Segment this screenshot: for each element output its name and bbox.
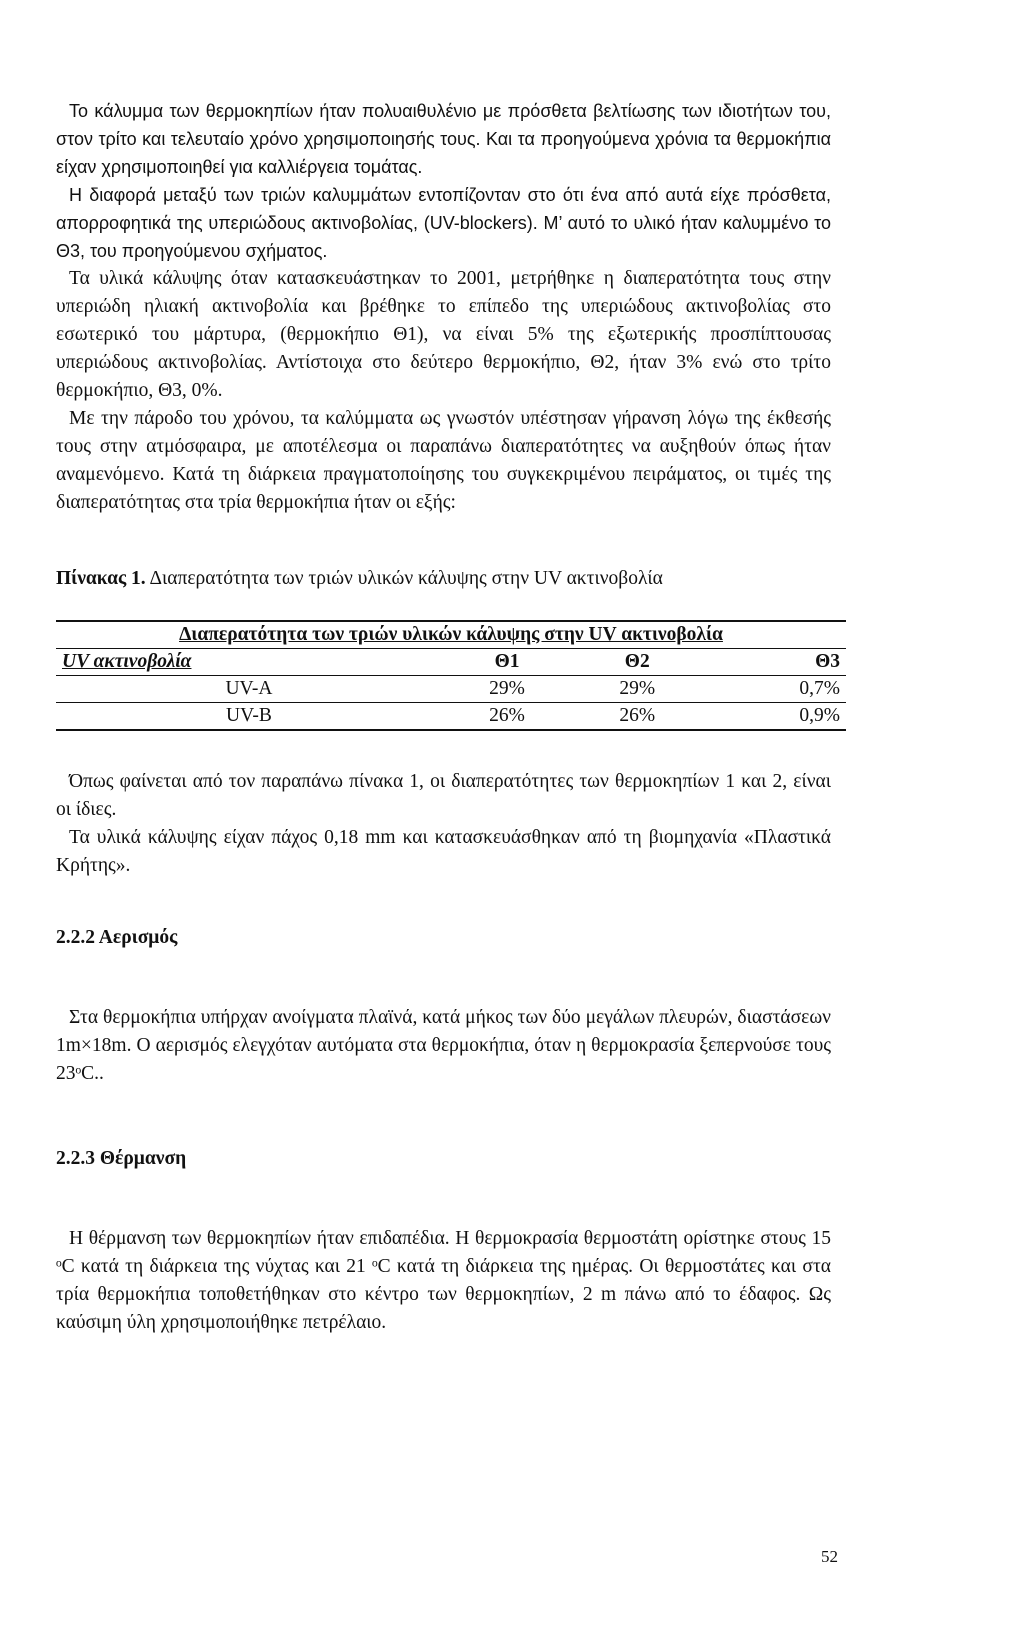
table-cell: 29% [442,676,572,703]
table-cell: UV-B [56,703,442,731]
heading-heating: 2.2.3 Θέρμανση [56,1148,187,1169]
table-cell: 26% [442,703,572,731]
paragraph-aging: Με την πάροδο του χρόνου, τα καλύμματα ως γνωστόν υπέστησαν γήρανση λόγω της έκθεσής τους στην ατμόσφαιρα, με αποτέλεσμα οι παραπάνω διαπερατότητες να αυξηθούν όπως ήταν αναμενόμενο. Κατά τη διάρκεια πραγματοποίησης του συγκεκριμένου πειράματος, οι τιμές της διαπερατότητας στα τρία θερμοκήπια ήταν οι εξής: [56,408,831,513]
table-cell: 29% [572,676,702,703]
paragraph-heating: Η θέρμανση των θερμοκηπίων ήταν επιδαπέδια. Η θερμοκρασία θερμοστάτη ορίστηκε στους 15 ᵒC κατά τη διάρκεια της νύχτας και 21 ᵒC κατά τη διάρκεια της ημέρας. Οι θερμοστάτες και στα τρία θερμοκήπια τοποθετήθηκαν στο κέντρο των θερμοκηπίων, 2 m πάνω από το έδαφος. Ως καύσιμη ύλη χρησιμοποιήθηκε πετρέλαιο. [56,1228,831,1333]
table-header-row [56,649,846,676]
table-cell: UV-A [56,676,442,703]
paragraph-cover-difference: Η διαφορά μεταξύ των τριών καλυμμάτων εντοπίζονταν στο ότι ένα από αυτά είχε πρόσθετα, απορροφητικά της υπεριώδους ακτινοβολίας, (UV-blockers). Μ’ αυτό το υλικό ήταν καλυμμένο το Θ3, του προηγούμενου σχήματος. [56,185,831,261]
table-header-cell: Θ1 [442,649,572,676]
table-header-cell: UV ακτινοβολία [56,649,442,676]
table-caption-label: Πίνακας 1. [56,568,146,589]
paragraph-ventilation: Στα θερμοκήπια υπήρχαν ανοίγματα πλαϊνά, κατά μήκος των δύο μεγάλων πλευρών, διαστάσεων 1m×18m. Ο αερισμός ελεγχόταν αυτόματα στα θερμοκήπια, όταν η θερμοκρασία ξεπερνούσε τους 23ᵒC.. [56,1007,831,1084]
paragraph-table-note: Όπως φαίνεται από τον παραπάνω πίνακα 1, οι διαπερατότητες των θερμοκηπίων 1 και 2, είναι οι ίδιες. [56,771,831,820]
uv-transmittance-table [56,620,846,731]
paragraph-uv-transmittance: Τα υλικά κάλυψης όταν κατασκευάστηκαν το 2001, μετρήθηκε η διαπερατότητα τους στην υπεριώδη ηλιακή ακτινοβολία και βρέθηκε το επίπεδο της υπεριώδους ακτινοβολίας στο εσωτερικό του μάρτυρα, (θερμοκήπιο Θ1), να είναι 5% της εξωτερικής προσπίπτουσας υπεριώδους ακτινοβολίας. Αντίστοιχα στο δεύτερο θερμοκήπιο, Θ2, ήταν 3% ενώ στο τρίτο θερμοκήπιο, Θ3, 0%. [56,268,831,401]
table-header-cell: Θ2 [572,649,702,676]
table-header-cell: Θ3 [702,649,846,676]
table-row [56,676,846,703]
heading-ventilation: 2.2.2 Αερισμός [56,927,178,948]
table-title: Διαπερατότητα των τριών υλικών κάλυψης στην UV ακτινοβολία [56,621,846,649]
paragraph-material-thickness: Τα υλικά κάλυψης είχαν πάχος 0,18 mm και κατασκευάσθηκαν από τη βιομηχανία «Πλαστικά Κρήτης». [56,827,831,876]
table-caption-text: Διαπερατότητα των τριών υλικών κάλυψης στην UV ακτινοβολία [145,568,663,589]
table-cell: 0,9% [702,703,846,731]
table-row [56,703,846,731]
paragraph-cover-material: Το κάλυμμα των θερμοκηπίων ήταν πολυαιθυλένιο με πρόσθετα βελτίωσης των ιδιοτήτων του, στον τρίτο και τελευταίο χρόνο χρησιμοποιησής τους. Και τα προηγούμενα χρόνια τα θερμοκήπια είχαν χρησιμοποιηθεί για καλλιέργεια τομάτας. [56,101,831,177]
page-number: 52 [821,1547,838,1566]
table-cell: 0,7% [702,676,846,703]
table-cell: 26% [572,703,702,731]
table-caption [56,565,831,593]
table-title-row [56,621,846,649]
